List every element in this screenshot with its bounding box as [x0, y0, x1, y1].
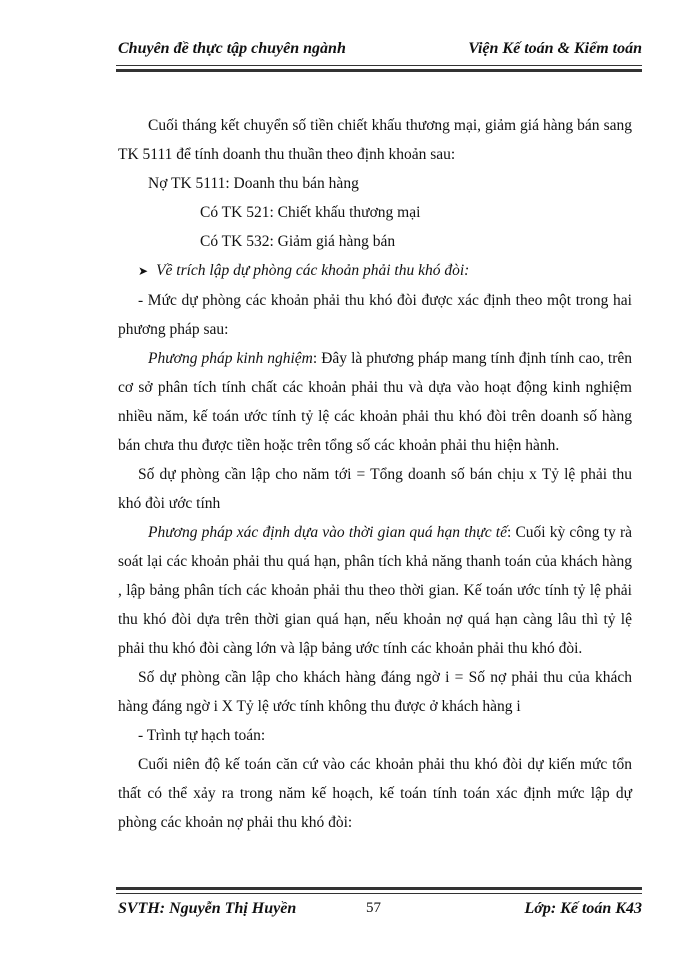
- formula-customer-i: Số dự phòng cần lập cho khách hàng đáng ngờ i = Số nợ phải thu của khách hàng đáng ngờ i X Tỷ lệ ước tính không thu được ở khách hàng i: [118, 669, 632, 715]
- procedure-heading: - Trình tự hạch toán:: [138, 727, 266, 744]
- footer-class: Lớp: Kế toán K43: [524, 900, 642, 917]
- method-overdue-title: Phương pháp xác định dựa vào thời gian quá hạn thực tế: [148, 524, 507, 541]
- paragraph-provision-level: - Mức dự phòng các khoản phải thu khó đòi được xác định theo một trong hai phương pháp sau:: [118, 292, 632, 338]
- method-experience-title: Phương pháp kinh nghiệm: [148, 350, 313, 367]
- footer-rule-thick: [116, 887, 642, 890]
- paragraph-year-end: Cuối niên độ kế toán căn cứ vào các khoản phải thu khó đòi dự kiến mức tổn thất có thể xảy ra trong năm kế hoạch, kế toán tính toán xác định mức lập dự phòng các khoản nợ phải thu khó đòi:: [118, 756, 632, 831]
- formula-next-year: Số dự phòng cần lập cho năm tới = Tổng doanh số bán chịu x Tỷ lệ phải thu khó đòi ước tính: [118, 466, 632, 512]
- bullet-heading: [118, 256, 632, 286]
- paragraph-transfer: Cuối tháng kết chuyển số tiền chiết khấu thương mại, giảm giá hàng bán sang TK 5111 để tính doanh thu thuần theo định khoản sau:: [118, 117, 632, 163]
- entry-debit: Nợ TK 5111: Doanh thu bán hàng: [148, 175, 359, 192]
- method-experience-text: : Đây là phương pháp mang tính định tính cao, trên cơ sở phân tích tính chất các khoản phải thu và dựa vào hoạt động kinh nghiệm nhiều năm, kế toán ước tính tỷ lệ các khoản phải thu khó đòi trên doanh số hàng bán chưa thu được tiền hoặc trên tổng số các khoản phải thu hiện hành.: [118, 350, 632, 454]
- header-rule-thin: [116, 65, 642, 66]
- page-body: [118, 111, 632, 837]
- footer-rule-thin: [116, 893, 642, 894]
- arrow-bullet-icon: ➤: [138, 264, 149, 278]
- footer-student: SVTH: Nguyễn Thị Huyền: [118, 900, 297, 917]
- paragraph-method-overdue: [118, 518, 632, 663]
- bullet-heading-text: Về trích lập dự phòng các khoản phải thu khó đòi:: [156, 262, 470, 279]
- header-title-right: Viện Kế toán & Kiểm toán: [468, 40, 642, 57]
- entry-credit-521: Có TK 521: Chiết khấu thương mại: [200, 204, 421, 221]
- page-number: 57: [366, 900, 381, 916]
- entry-credit-532: Có TK 532: Giảm giá hàng bán: [200, 233, 396, 250]
- paragraph-method-experience: [118, 344, 632, 460]
- header-rule-thick: [116, 69, 642, 72]
- header-title-left: Chuyên đề thực tập chuyên ngành: [118, 40, 346, 57]
- method-overdue-text: : Cuối kỳ công ty rà soát lại các khoản phải thu quá hạn, phân tích khả năng thanh toán của khách hàng , lập bảng phân tích các khoản phải thu theo thời gian. Kế toán ước tính tỷ lệ phải thu khó đòi dựa trên thời gian quá hạn, nếu khoản nợ quá hạn càng lâu thì tỷ lệ phải thu khó đòi càng lớn và lập bảng ước tính các khoản phải thu khó đòi.: [118, 524, 632, 657]
